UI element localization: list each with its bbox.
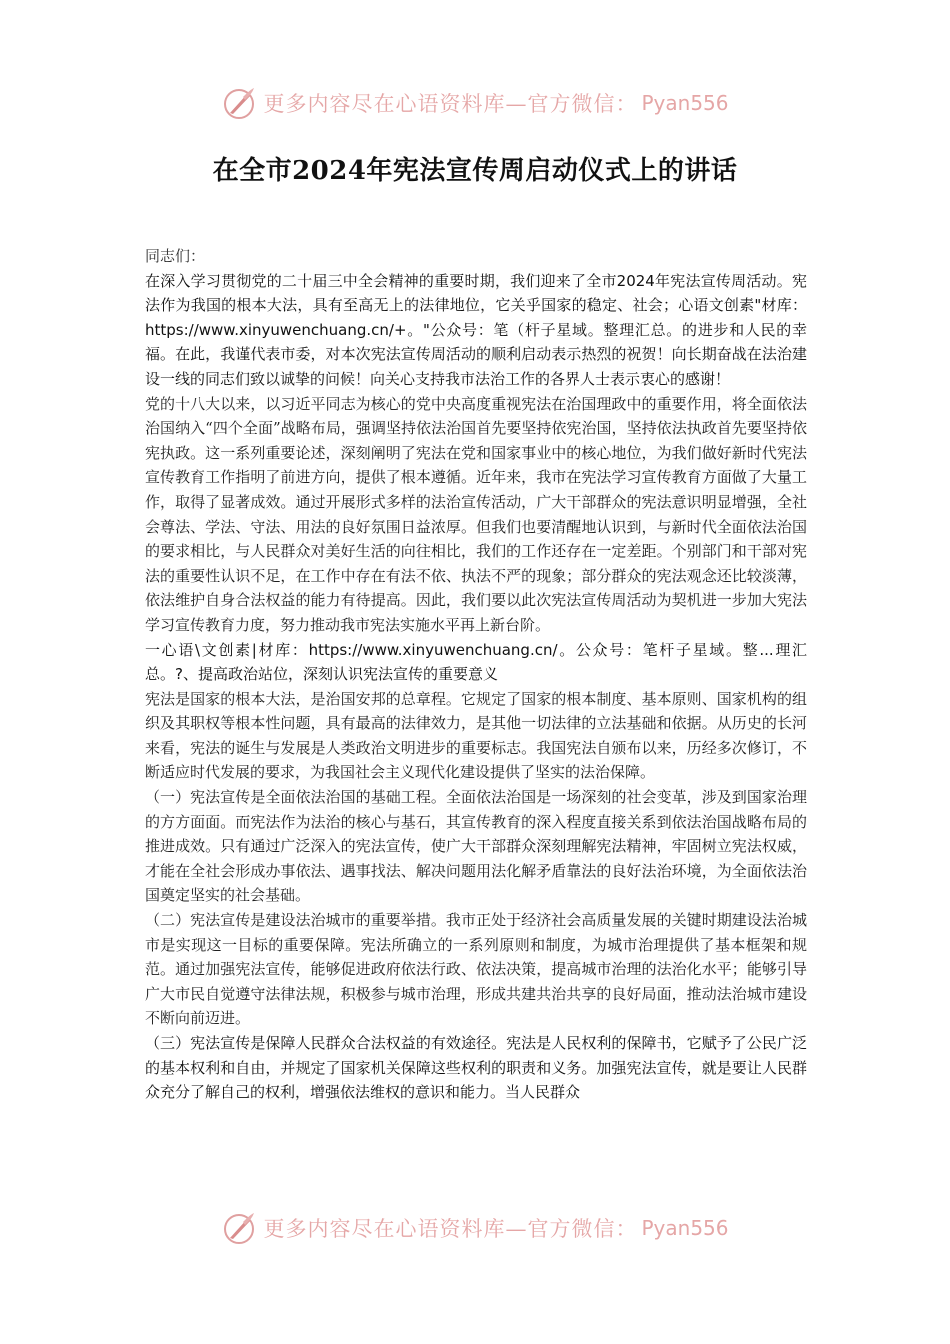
watermark-text: 更多内容尽在心语资料库—官方微信： [263,1217,638,1241]
paragraph: （三）宪法宣传是保障人民群众合法权益的有效途径。宪法是人民权利的保障书，它赋予了公民广泛的基本权利和自由，并规定了国家机关保障这些权利的职责和义务。加强宪法宣传，就是要让人民群众充分了解自己的权利，增强依法维权的意识和能力。当人民群众 [145,1034,807,1102]
paragraph: 党的十八大以来，以习近平同志为核心的党中央高度重视宪法在治国理政中的重要作用，将全面依法治国纳入“四个全面”战略布局，强调坚持依法治国首先要坚持依宪治国，坚持依法执政首先要坚持依宪执政。这一系列重要论述，深刻阐明了宪法在党和国家事业中的核心地位，为我们做好新时代宪法宣传教育工作指明了前进方向，提供了根本遵循。近年来，我市在宪法学习宣传教育方面做了大量工作，取得了显著成效。通过开展形式多样的法治宣传活动，广大干部群众的宪法意识明显增强，全社会尊法、学法、守法、用法的良好氛围日益浓厚。但我们也要清醒地认识到，与新时代全面依法治国的要求相比，与人民群众对美好生活的向往相比，我们的工作还存在一定差距。个别部门和干部对宪法的重要性认识不足，在工作中存在有法不依、执法不严的现象；部分群众的宪法观念还比较淡薄，依法维护自身合法权益的能力有待提高。因此，我们要以此次宪法宣传周活动为契机进一步加大宪法学习宣传教育力度，努力推动我市宪法实施水平再上新台阶。 [145,394,807,634]
header-watermark [0,80,950,126]
document-title: 在全市2024年宪法宣传周启动仪式上的讲话 [212,156,738,186]
paragraph: 宪法是国家的根本大法，是治国安邦的总章程。它规定了国家的根本制度、基本原则、国家机构的组织及其职权等根本性问题，具有最高的法律效力，是其他一切法律的立法基础和依据。从历史的长河来看，宪法的诞生与发展是人类政治文明进步的重要标志。我国宪法自颁布以来，历经多次修订，不断适应时代发展的要求，为我国社会主义现代化建设提供了坚实的法治保障。 [145,689,807,782]
salutation: 同志们： [145,247,206,265]
quill-logo-icon [221,1210,257,1246]
document-body [145,244,807,1105]
footer-watermark [0,1205,950,1251]
paragraph: 在深入学习贯彻党的二十届三中全会精神的重要时期，我们迎来了全市2024年宪法宣传周活动。宪法作为我国的根本大法，具有至高无上的法律地位，它关乎国家的稳定、社会；心语文创素"材库：https://www.xinyuwenchuang.cn/+。"公众号：笔（杆子星域。整理汇总。的进步和人民的幸福。在此，我谨代表市委，对本次宪法宣传周活动的顺利启动表示热烈的祝贺！向长期奋战在法治建设一线的同志们致以诚挚的问候！向关心支持我市法治工作的各界人士表示衷心的感谢！ [145,271,807,388]
section-heading: 一心语\文创素|材库：https://www.xinyuwenchuang.cn/。公众号：笔杆子星域。整...理汇总。?、提高政治站位，深刻认识宪法宣传的重要意义 [145,640,807,684]
paragraph: （一）宪法宣传是全面依法治国的基础工程。全面依法治国是一场深刻的社会变革，涉及到国家治理的方方面面。而宪法作为法治的核心与基石，其宣传教育的深入程度直接关系到依法治国战略布局的推进成效。只有通过广泛深入的宪法宣传，使广大干部群众深刻理解宪法精神，牢固树立宪法权威，才能在全社会形成办事依法、遇事找法、解决问题用法化解矛盾靠法的良好法治环境，为全面依法治国奠定坚实的社会基础。 [145,788,807,905]
paragraph: （二）宪法宣传是建设法治城市的重要举措。我市正处于经济社会高质量发展的关键时期建设法治城市是实现这一目标的重要保障。宪法所确立的一系列原则和制度，为城市治理提供了基本框架和规范。通过加强宪法宣传，能够促进政府依法行政、依法决策，提高城市治理的法治化水平；能够引导广大市民自觉遵守法律法规，积极参与城市治理，形成共建共治共享的良好局面，推动法治城市建设不断向前迈进。 [145,911,807,1028]
watermark-text: 更多内容尽在心语资料库—官方微信： [263,92,638,116]
quill-logo-icon [221,85,257,121]
watermark-wechat-id: Pyan556 [641,1216,729,1240]
watermark-wechat-id: Pyan556 [641,91,729,115]
